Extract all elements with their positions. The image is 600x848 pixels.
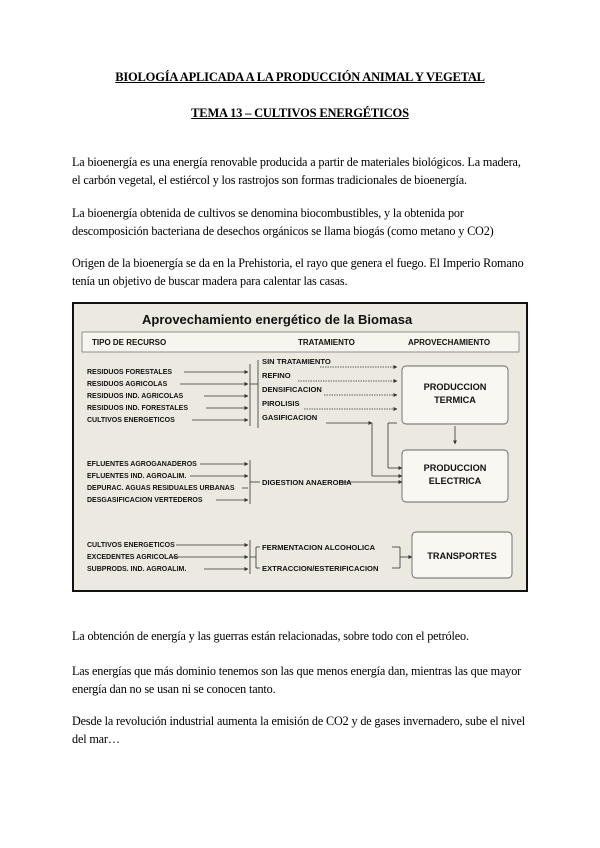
treatment-label: PIROLISIS <box>262 399 300 408</box>
resource-label: RESIDUOS IND. AGRICOLAS <box>87 393 184 400</box>
resource-label: EFLUENTES IND. AGROALIM. <box>87 473 187 480</box>
resource-label: DESGASIFICACION VERTEDEROS <box>87 497 203 504</box>
treatment-label: FERMENTACION ALCOHOLICA <box>262 543 376 552</box>
paragraph-energy-dominance: Las energías que más dominio tenemos son las que menos energía dan, mientras las que mayor energía dan no se usan ni se conocen tanto. <box>72 664 522 696</box>
treatment-label: GASIFICACION <box>262 413 318 422</box>
output-electric-line1: PRODUCCION <box>423 463 487 473</box>
biomass-diagram <box>72 302 528 592</box>
paragraph-biofuels: La bioenergía obtenida de cultivos se denomina biocombustibles, y la obtenida por descomposición bacteriana de desechos orgánicos se llama biogás (como metano y CO2) <box>72 206 494 238</box>
resource-label: RESIDUOS FORESTALES <box>87 369 173 376</box>
treatment-label: EXTRACCION/ESTERIFICACION <box>262 564 379 573</box>
topic-title: TEMA 13 – CULTIVOS ENERGÉTICOS <box>191 106 409 120</box>
resource-label: SUBPRODS. IND. AGROALIM. <box>87 566 187 573</box>
resource-label: EFLUENTES AGROGANADEROS <box>87 461 197 468</box>
course-title: BIOLOGÍA APLICADA A LA PRODUCCIÓN ANIMAL Y VEGETAL <box>115 70 485 84</box>
resource-label: RESIDUOS AGRICOLAS <box>87 381 168 388</box>
diagram-title: Aprovechamiento energético de la Biomasa <box>142 312 413 327</box>
output-thermal-line1: PRODUCCION <box>423 382 487 392</box>
output-electric-line2: ELECTRICA <box>428 476 482 486</box>
paragraph-origin: Origen de la bioenergía se da en la Prehistoria, el rayo que genera el fuego. El Imperio Romano tenía un objetivo de buscar madera para calentar las casas. <box>72 256 524 288</box>
output-thermal-line2: TERMICA <box>434 395 476 405</box>
output-transport-label: TRANSPORTES <box>427 551 497 561</box>
group3-resources <box>87 542 186 573</box>
column-use: APROVECHAMIENTO <box>408 338 491 347</box>
treatment-label: DENSIFICACION <box>262 385 322 394</box>
paragraph-energy-wars: La obtención de energía y las guerras están relacionadas, sobre todo con el petróleo. <box>72 629 469 643</box>
treatment-label: SIN TRATAMIENTO <box>262 357 331 366</box>
paragraph-industrial-revolution: Desde la revolución industrial aumenta la emisión de CO2 y de gases invernadero, sube el nivel del mar… <box>72 714 525 746</box>
treatment-label: DIGESTION ANAEROBIA <box>262 478 352 487</box>
resource-label: CULTIVOS ENERGETICOS <box>87 417 175 424</box>
column-resource: TIPO DE RECURSO <box>92 338 167 347</box>
treatment-label: REFINO <box>262 371 291 380</box>
column-treatment: TRATAMIENTO <box>298 338 355 347</box>
resource-label: EXCEDENTES AGRICOLAS <box>87 554 179 561</box>
paragraph-bioenergy-definition: La bioenergía es una energía renovable producida a partir de materiales biológicos. La madera, el carbón vegetal, el estiércol y los rastrojos son formas tradicionales de bioenergía. <box>72 155 521 187</box>
resource-label: CULTIVOS ENERGETICOS <box>87 542 175 549</box>
resource-label: DEPURAC. AGUAS RESIDUALES URBANAS <box>87 485 235 492</box>
resource-label: RESIDUOS IND. FORESTALES <box>87 405 188 412</box>
